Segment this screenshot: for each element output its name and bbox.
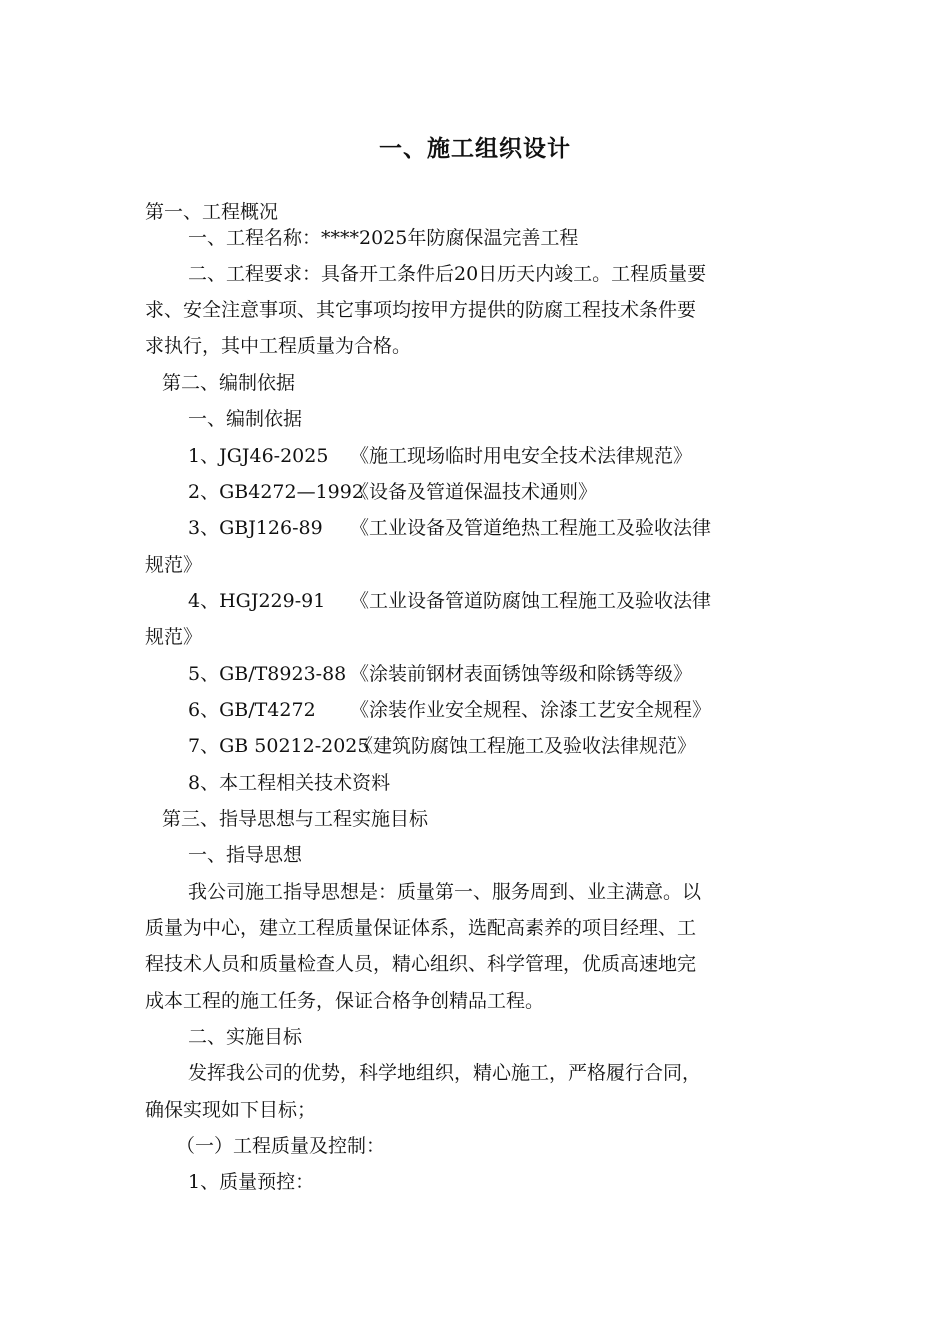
basis-code: 6、GB/T4272: [188, 699, 316, 721]
basis-title: 《涂装前钢材表面锈蚀等级和除锈等级》: [350, 663, 693, 685]
basis-code: 4、HGJ229-91: [188, 590, 326, 612]
subsection-basis: 一、编制依据: [188, 408, 303, 430]
subsection-quality-control: （一）工程质量及控制：: [176, 1135, 386, 1157]
project-name: 一、工程名称：****2025年防腐保温完善工程: [188, 227, 579, 249]
subsection-goals: 二、实施目标: [188, 1026, 303, 1048]
basis-code: 1、JGJ46-2025: [188, 445, 329, 467]
basis-item: [188, 583, 810, 619]
basis-title: 《建筑防腐蚀工程施工及验收法律规范》: [354, 735, 697, 757]
section-heading-2: 第二、编制依据: [162, 372, 296, 394]
guiding-paragraph-line-4: 成本工程的施工任务，保证合格争创精品工程。: [145, 990, 545, 1012]
page-title: 一、施工组织设计: [379, 135, 571, 162]
basis-item-continuation: 规范》: [145, 626, 203, 648]
basis-code: 7、GB 50212-2025: [188, 735, 370, 757]
project-requirement-line-1: 二、工程要求：具备开工条件后20日历天内竣工。工程质量要: [188, 263, 707, 285]
basis-title: 《施工现场临时用电安全技术法律规范》: [350, 445, 693, 467]
basis-title: 《设备及管道保温技术通则》: [350, 481, 598, 503]
section-heading-3: 第三、指导思想与工程实施目标: [162, 808, 429, 830]
basis-item-8: 8、本工程相关技术资料: [188, 772, 391, 794]
subsection-guiding-idea: 一、指导思想: [188, 844, 303, 866]
guiding-paragraph-line-3: 程技术人员和质量检查人员，精心组织、科学管理，优质高速地完: [145, 953, 697, 975]
guiding-paragraph-line-2: 质量为中心，建立工程质量保证体系，选配高素养的项目经理、工: [145, 917, 697, 939]
basis-item: [188, 438, 810, 474]
project-requirement-line-3: 求执行，其中工程质量为合格。: [145, 335, 412, 357]
basis-title: 《工业设备及管道绝热工程施工及验收法律: [350, 517, 712, 539]
basis-item: [188, 728, 810, 764]
basis-item: [188, 474, 810, 510]
basis-item-continuation: 规范》: [145, 554, 203, 576]
project-requirement-line-2: 求、安全注意事项、其它事项均按甲方提供的防腐工程技术条件要: [145, 299, 697, 321]
basis-code: 2、GB4272—1992: [188, 481, 364, 503]
guiding-paragraph-line-1: 我公司施工指导思想是：质量第一、服务周到、业主满意。以: [188, 881, 702, 903]
basis-item: [188, 692, 810, 728]
basis-title: 《涂装作业安全规程、涂漆工艺安全规程》: [350, 699, 712, 721]
basis-code: 5、GB/T8923-88: [188, 663, 347, 685]
goals-paragraph-line-1: 发挥我公司的优势，科学地组织，精心施工，严格履行合同，: [188, 1062, 702, 1084]
section-heading-1: 第一、工程概况: [145, 201, 279, 223]
basis-title: 《工业设备管道防腐蚀工程施工及验收法律: [350, 590, 712, 612]
basis-item: [188, 656, 810, 692]
basis-code: 3、GBJ126-89: [188, 517, 323, 539]
goals-paragraph-line-2: 确保实现如下目标；: [145, 1099, 317, 1121]
basis-item: [188, 510, 810, 546]
subsection-quality-precontrol: 1、质量预控：: [188, 1171, 315, 1193]
